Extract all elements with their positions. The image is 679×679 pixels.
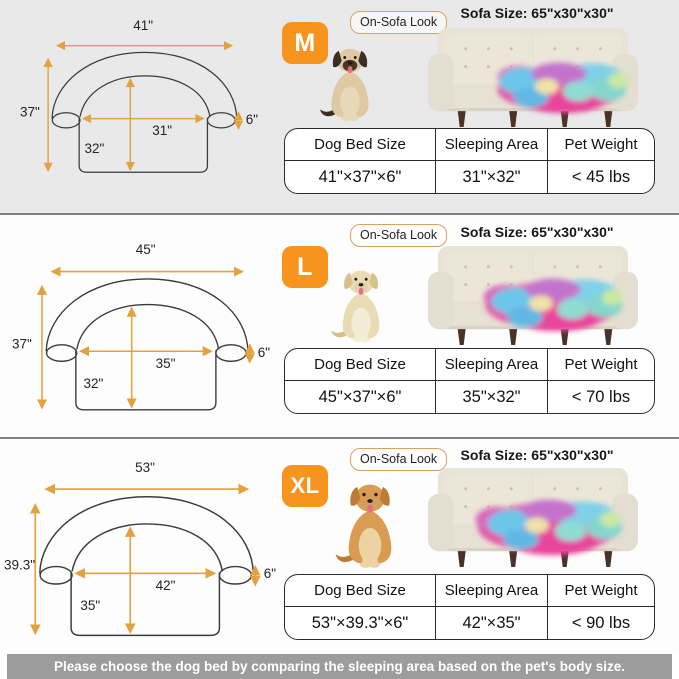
- bed-outline-drawing: [20, 235, 258, 429]
- spec-header-sleeping-area: Sleeping Area: [435, 349, 547, 381]
- on-sofa-look-badge: On-Sofa Look: [350, 11, 447, 34]
- spec-table-l: [284, 348, 655, 414]
- dim-label-side-height: 39.3": [4, 557, 36, 573]
- dim-label-inner-width: 31": [152, 123, 173, 139]
- sofa-size-label: Sofa Size: 65"x30"x30": [460, 224, 614, 240]
- size-section-l: [0, 215, 679, 437]
- sofa-size-label: Sofa Size: 65"x30"x30": [460, 5, 614, 21]
- on-sofa-look-badge: On-Sofa Look: [350, 448, 447, 471]
- spec-header-pet-weight: Pet Weight: [547, 129, 654, 161]
- dog-nose: [367, 499, 372, 503]
- bed-diagram-xl: [4, 453, 276, 653]
- dim-label-top-width: 45": [135, 241, 156, 257]
- dim-label-bolster-height: 6": [257, 344, 270, 360]
- dim-label-top-width: 53": [135, 460, 155, 475]
- dog-nose: [359, 283, 364, 286]
- spec-value-bed-size: 45"×37"×6": [318, 387, 402, 406]
- spec-value-bed-size: 41"×37"×6": [318, 167, 402, 186]
- dim-label-inner-width: 35": [155, 356, 176, 372]
- spec-value-pet-weight: < 70 lbs: [547, 381, 654, 413]
- size-section-m: [0, 0, 679, 213]
- spec-value-sleeping-area: 42"×35": [435, 607, 547, 639]
- dog-illustration: [336, 485, 392, 568]
- bed-shape: [52, 52, 237, 172]
- spec-header-pet-weight: Pet Weight: [547, 349, 654, 381]
- spec-header-sleeping-area: Sleeping Area: [435, 129, 547, 161]
- sofa-size-label: Sofa Size: 65"x30"x30": [460, 447, 614, 463]
- dim-label-side-height: 37": [12, 335, 32, 351]
- sofa-image: [414, 24, 652, 127]
- bed-diagram-l: [12, 235, 270, 429]
- dim-label-bolster-height: 6": [245, 112, 258, 128]
- dim-label-inner-width: 42": [155, 578, 176, 593]
- spec-header-bed-size: Dog Bed Size: [285, 129, 435, 161]
- dim-label-side-height: 37": [20, 103, 40, 119]
- sofa-image: [414, 242, 652, 345]
- spec-value-bed-size: 53"×39.3"×6": [311, 613, 409, 632]
- labrador-dog-image: [330, 253, 392, 345]
- spec-value-sleeping-area: 35"×32": [435, 381, 547, 413]
- spec-value-sleeping-area: 31"×32": [435, 161, 547, 193]
- dim-label-inner-height: 32": [83, 375, 104, 391]
- spec-header-bed-size: Dog Bed Size: [285, 349, 435, 381]
- bed-outline-drawing: [12, 453, 264, 653]
- spec-value-pet-weight: < 45 lbs: [547, 161, 654, 193]
- sofa-legs: [458, 111, 613, 127]
- spec-table-xl: [284, 574, 655, 640]
- golden-retriever-dog-image: [334, 467, 406, 571]
- dog-illustration: [320, 49, 368, 121]
- size-badge-l: L: [282, 246, 328, 288]
- dim-label-bolster-height: 6": [263, 566, 276, 581]
- dog-nose: [348, 61, 353, 64]
- dim-label-inner-height: 35": [80, 598, 101, 613]
- spec-header-sleeping-area: Sleeping Area: [435, 575, 547, 607]
- on-sofa-look-badge: On-Sofa Look: [350, 224, 447, 247]
- size-section-xl: [0, 439, 679, 654]
- footer-note: Please choose the dog bed by comparing the sleeping area based on the pet's body size.: [7, 654, 672, 679]
- sofa-image: [414, 464, 652, 567]
- dimension-arrows: [48, 46, 238, 171]
- bed-outline-drawing: [28, 12, 246, 190]
- pug-dog-image: [317, 46, 383, 124]
- spec-header-pet-weight: Pet Weight: [547, 575, 654, 607]
- dim-label-inner-height: 32": [84, 140, 105, 156]
- spec-table-m: [284, 128, 655, 194]
- dog-illustration: [331, 271, 379, 343]
- spec-value-pet-weight: < 90 lbs: [547, 607, 654, 639]
- spec-header-bed-size: Dog Bed Size: [285, 575, 435, 607]
- dim-label-top-width: 41": [133, 18, 153, 34]
- size-badge-xl: XL: [282, 465, 328, 507]
- bed-diagram-m: [20, 12, 258, 190]
- size-badge-m: M: [282, 22, 328, 64]
